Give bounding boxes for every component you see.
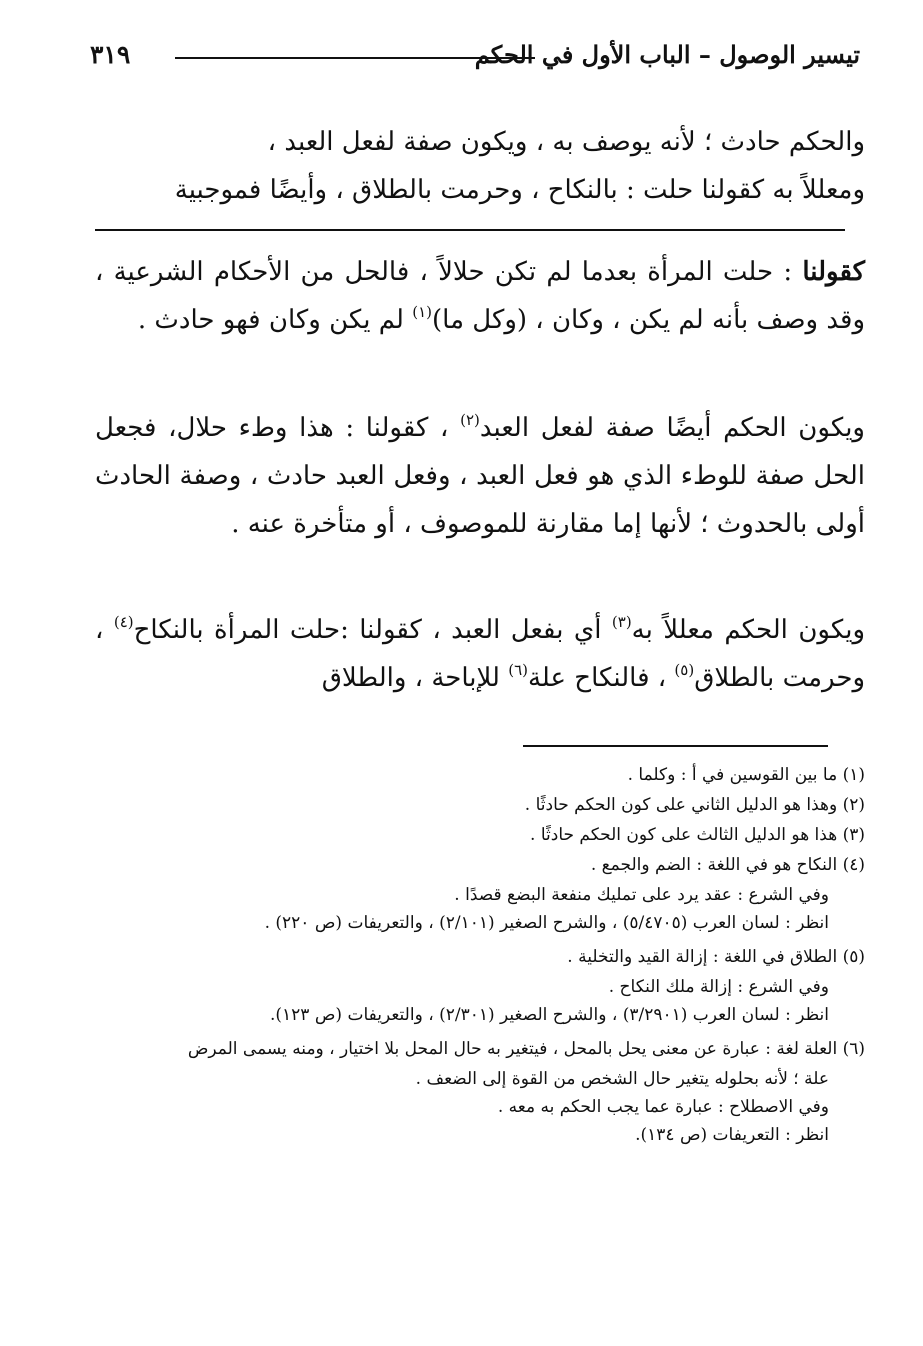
footnote-6-line-1: (٦) العلة لغة : عبارة عن معنى يحل بالمحل ، فيتغير به حال المحل بلا اختيار ، ومنه يسمى المرض xyxy=(187,1039,865,1059)
footnote-4-line-2: وفي الشرع : عقد يرد على تمليك منفعة البضع قصدًا . xyxy=(454,885,829,905)
paragraph-4-text-e: للإباحة ، والطلاق xyxy=(321,663,509,693)
paragraph-2-lead: كقولنا xyxy=(802,257,865,287)
footnote-5-line-3: انظر : لسان العرب (٣/٢٩٠١) ، والشرح الصغير (٢/٣٠١) ، والتعريفات (ص ١٢٣). xyxy=(270,1005,829,1025)
paragraph-4 xyxy=(95,606,865,702)
footnote-ref-4: (٤) xyxy=(113,613,134,631)
footnote-5-line-2: وفي الشرع : إزالة ملك النكاح . xyxy=(608,977,829,997)
footnote-2: (٢) وهذا هو الدليل الثاني على كون الحكم حادثًا . xyxy=(524,795,865,815)
paragraph-2-text-a: : حلت المرأة بعدما لم تكن حلالاً ، فالحل من الأحكام الشرعية ، وقد وصف بأنه لم يكن ، وكان ، (وكل ما) xyxy=(95,257,865,335)
footnote-ref-2: (٢) xyxy=(460,411,480,429)
footnote-4-line-1: (٤) النكاح هو في اللغة : الضم والجمع . xyxy=(590,855,865,875)
header-title: تيسير الوصول – الباب الأول في الحكم xyxy=(474,40,860,69)
footnote-4-line-3: انظر : لسان العرب (٥/٤٧٠٥) ، والشرح الصغير (٢/١٠١) ، والتعريفات (ص ٢٢٠) . xyxy=(264,913,829,933)
paragraph-4-text-a: ويكون الحكم معللاً به xyxy=(631,615,866,645)
footnote-ref-6: (٦) xyxy=(508,661,528,679)
footnote-ref-5: (٥) xyxy=(674,661,695,679)
paragraph-1 xyxy=(95,118,865,214)
paragraph-1-line-2: ومعللاً به كقولنا حلت : بالنكاح ، وحرمت بالطلاق ، وأيضًا فموجبية xyxy=(174,175,865,205)
section-divider xyxy=(95,229,845,231)
footnote-5-line-1: (٥) الطلاق في اللغة : إزالة القيد والتخلية . xyxy=(567,947,865,967)
footnote-ref-3: (٣) xyxy=(611,613,632,631)
paragraph-4-text-b: أي بفعل العبد ، كقولنا :حلت المرأة بالنكاح xyxy=(133,615,612,645)
footnote-3: (٣) هذا هو الدليل الثالث على كون الحكم حادثًا . xyxy=(530,825,865,845)
footnotes xyxy=(90,761,865,1149)
footnote-1: (١) ما بين القوسين في أ : وكلما . xyxy=(627,765,865,785)
paragraph-3-text-a: ويكون الحكم أيضًا صفة لفعل العبد xyxy=(479,413,865,443)
paragraph-2-text-b: لم يكن وكان فهو حادث . xyxy=(137,305,413,335)
footnote-6-line-4: انظر : التعريفات (ص ١٣٤). xyxy=(635,1125,829,1145)
footnote-ref-1: (١) xyxy=(412,303,432,321)
paragraph-2 xyxy=(95,248,865,344)
paragraph-4-text-d: ، فالنكاح علة xyxy=(527,663,675,693)
paragraph-4-text-c: ، وحرمت بالطلاق xyxy=(95,615,865,693)
footnote-6-line-3: وفي الاصطلاح : عبارة عما يجب الحكم به معه . xyxy=(497,1097,829,1117)
paragraph-3 xyxy=(95,404,865,548)
footnote-6-line-2: علة ؛ لأنه بحلوله يتغير حال الشخص من القوة إلى الضعف . xyxy=(415,1069,829,1089)
running-header xyxy=(90,40,860,80)
header-rule xyxy=(175,57,535,59)
footnote-divider xyxy=(523,745,828,747)
paragraph-3-text-b: ، كقولنا : هذا وطء حلال، فجعل الحل صفة للوطء الذي هو فعل العبد ، وفعل العبد حادث ، وصفة الحادث أولى بالحدوث ؛ لأنها إما مقارنة للموصوف ، أو متأخرة عنه . xyxy=(95,413,865,539)
paragraph-1-line-1: والحكم حادث ؛ لأنه يوصف به ، ويكون صفة لفعل العبد ، xyxy=(267,127,865,157)
page-number: ٣١٩ xyxy=(90,40,131,69)
